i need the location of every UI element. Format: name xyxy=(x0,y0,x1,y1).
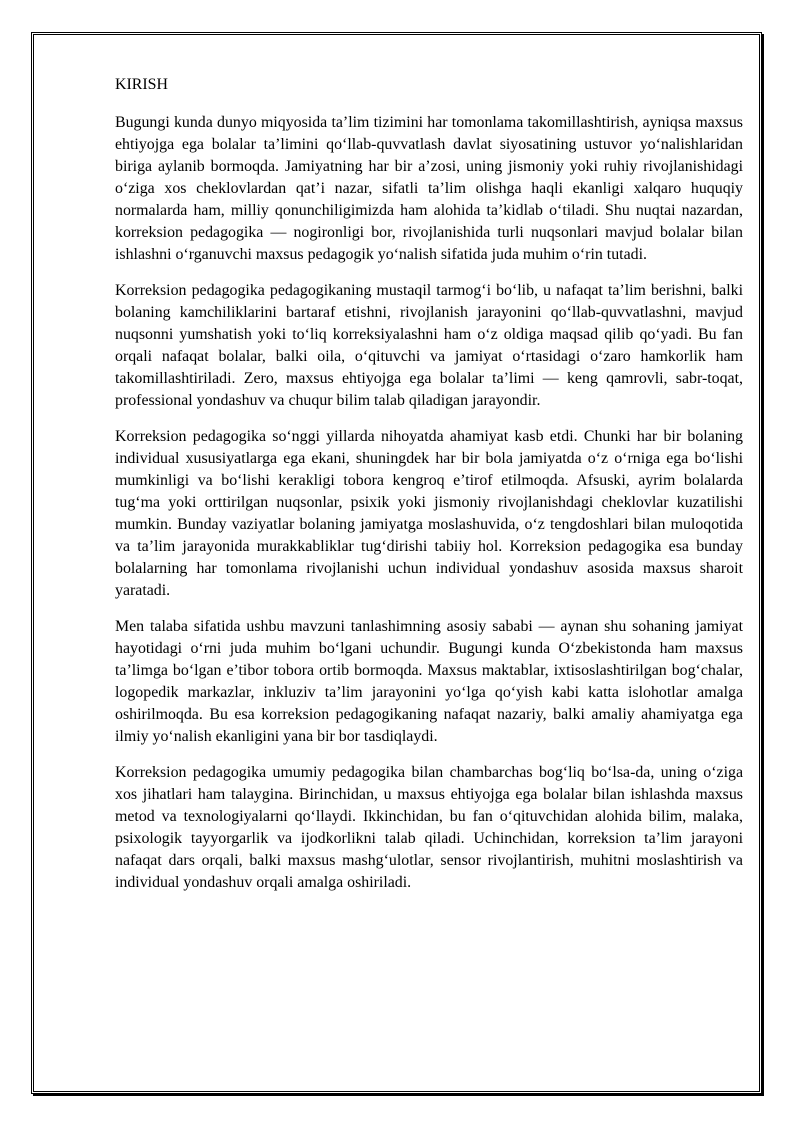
paragraph-4: Men talaba sifatida ushbu mavzuni tanlashimning asosiy sababi — aynan shu sohaning jamiyat hayotidagi o‘rni juda muhim bo‘lgani uchundir. Bugungi kunda O‘zbekistonda ham maxsus ta’limga bo‘lgan e’tibor tobora ortib bormoqda. Maxsus maktablar, ixtisoslashtirilgan bog‘chalar, logopedik markazlar, inkluziv ta’lim jarayonini yo‘lga qo‘yish kabi katta islohotlar amalga oshirilmoqda. Bu esa korreksion pedagogikaning nafaqat nazariy, balki amaliy ahamiyatga ega ilmiy yo‘nalish ekanligini yana bir bor tasdiqlaydi. xyxy=(115,618,743,745)
paragraph-2: Korreksion pedagogika pedagogikaning mustaqil tarmog‘i bo‘lib, u nafaqat ta’lim berishni, balki bolaning kamchiliklarini bartaraf etishni, rivojlanish jarayonini qo‘llab-quvvatlashni, mavjud nuqsonni yumshatish yoki to‘liq korreksiyalashni ham o‘z oldiga maqsad qilib qo‘yadi. Bu fan orqali nafaqat bolalar, balki oila, o‘qituvchi va jamiyat o‘rtasidagi o‘zaro hamkorlik ham takomillashtiriladi. Zero, maxsus ehtiyojga ega bolalar ta’limi — keng qamrovli, sabr-toqat, professional yondashuv va chuqur bilim talab qiladigan jarayondir. xyxy=(115,282,743,409)
paragraph-1: Bugungi kunda dunyo miqyosida ta’lim tizimini har tomonlama takomillashtirish, ayniqsa maxsus ehtiyojga ega bolalar ta’limini qo‘llab-quvvatlash davlat siyosatining ustuvor yo‘nalishlaridan biriga aylanib bormoqda. Jamiyatning har bir a’zosi, uning jismoniy yoki ruhiy rivojlanishidagi o‘ziga xos cheklovlardan qat’i nazar, sifatli ta’lim olishga haqli ekanligi xalqaro huquqiy normalarda ham, milliy qonunchiligimizda ham alohida ta’kidlab o‘tiladi. Shu nuqtai nazardan, korreksion pedagogika — nogironligi bor, rivojlanishida turli nuqsonlari mavjud bolalar bilan ishlashni o‘rganuvchi maxsus pedagogik yo‘nalish sifatida juda muhim o‘rin tutadi. xyxy=(115,114,743,263)
paragraph-3: Korreksion pedagogika so‘nggi yillarda nihoyatda ahamiyat kasb etdi. Chunki har bir bolaning individual xususiyatlarga ega ekani, shuningdek har bir bola jamiyatda o‘z o‘rniga ega bo‘lishi mumkinligi va bo‘lishi kerakligi tobora kengroq e’tirof etilmoqda. Afsuski, ayrim bolalarda tug‘ma yoki orttirilgan nuqsonlar, psixik yoki jismoniy rivojlanishdagi cheklovlar kuzatilishi mumkin. Bunday vaziyatlar bolaning jamiyatga moslashuvida, o‘z tengdoshlari bilan muloqotida va ta’lim jarayonida murakkabliklar tug‘dirishi tabiiy hol. Korreksion pedagogika esa bunday bolalarning har tomonlama rivojlanishi uchun individual yondashuv asosida maxsus sharoit yaratadi. xyxy=(115,428,743,599)
section-heading: KIRISH xyxy=(115,76,168,93)
paragraph-5: Korreksion pedagogika umumiy pedagogika bilan chambarchas bog‘liq bo‘lsa-da, uning o‘ziga xos jihatlari ham talaygina. Birinchidan, u maxsus ehtiyojga ega bolalar bilan ishlashda maxsus metod va texnologiyalarni qo‘llaydi. Ikkinchidan, bu fan o‘qituvchidan alohida bilim, malaka, psixologik tayyorgarlik va ijodkorlikni talab qiladi. Uchinchidan, korreksion ta’lim jarayoni nafaqat dars orqali, balki maxsus mashg‘ulotlar, sensor rivojlantirish, muhitni moslashtirish va individual yondashuv orqali amalga oshiriladi. xyxy=(115,764,743,891)
document-body xyxy=(115,74,743,908)
